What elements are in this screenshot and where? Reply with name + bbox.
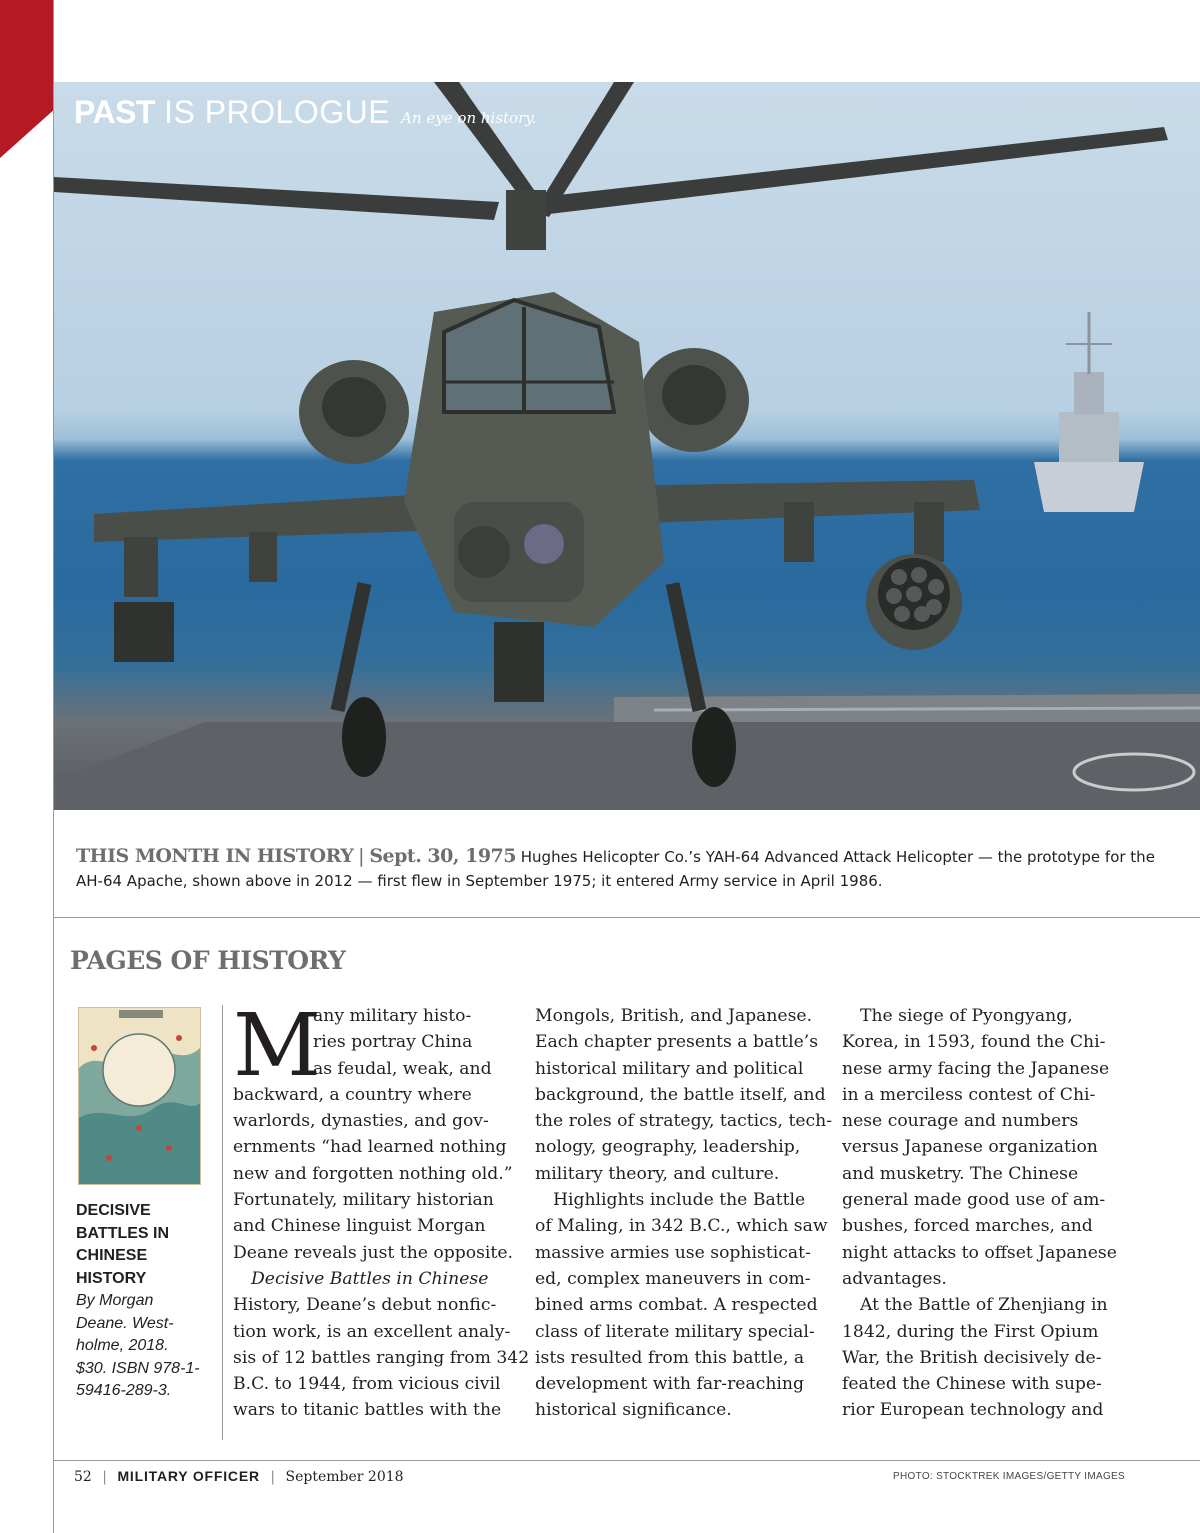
text-line: ed, complex maneuvers in com- (535, 1268, 811, 1289)
text-line: sis of 12 battles ranging from 342 (233, 1347, 530, 1368)
publication-name: MILITARY OFFICER (117, 1468, 260, 1484)
hero-photo (54, 82, 1200, 810)
caption-date: Sept. 30, 1975 (369, 845, 516, 867)
text-line: History, Deane’s debut nonfic- (233, 1295, 497, 1316)
book-details (76, 1200, 216, 1403)
text-line: general made good use of am- (842, 1190, 1106, 1211)
text-line: historical significance. (535, 1400, 732, 1421)
section-title: PAGES OF HISTORY (70, 946, 346, 975)
text-line: in a merciless contest of Chi- (842, 1084, 1096, 1105)
text-line: 1842, during the First Opium (842, 1321, 1099, 1342)
kicker-bold: PAST (74, 94, 155, 130)
text-line: Each chapter presents a battle’s (535, 1032, 819, 1053)
section-divider (54, 917, 1200, 918)
text-line: War, the British decisively de- (842, 1347, 1102, 1368)
text-line: massive armies use sophisticat- (535, 1242, 811, 1263)
text-line: background, the battle itself, and (535, 1084, 826, 1105)
text-line: and musketry. The Chinese (842, 1163, 1079, 1184)
text-line: warlords, dynasties, and gov- (233, 1111, 489, 1132)
text-line: and Chinese linguist Morgan (233, 1216, 486, 1237)
book-cover-image (78, 1007, 201, 1185)
text-line: nology, geography, leadership, (535, 1137, 801, 1158)
text-line: development with far-reaching (535, 1374, 804, 1395)
text-line: tion work, is an excellent analy- (233, 1321, 511, 1342)
text-line: nese courage and numbers (842, 1111, 1079, 1132)
text-line: new and forgotten nothing old.” (233, 1163, 513, 1184)
footer-separator: | (102, 1469, 107, 1485)
apache-helicopter-illustration (54, 82, 1200, 810)
article-column-3 (842, 1003, 1117, 1424)
drop-cap: M (233, 996, 322, 1096)
destroyer-ship (1034, 312, 1144, 512)
text-line: nese army facing the Japanese (842, 1058, 1110, 1079)
text-line: Deane reveals just the opposite. (233, 1242, 513, 1263)
text-line: bushes, forced marches, and (842, 1216, 1093, 1237)
text-line: Mongols, British, and Japanese. (535, 1006, 813, 1026)
issue-date: September 2018 (285, 1469, 404, 1485)
book-cover-art (79, 1008, 200, 1184)
text-line: ernments “had learned nothing (233, 1137, 507, 1158)
text-line: wars to titanic battles with the (233, 1400, 502, 1421)
text-line: backward, a country where (233, 1084, 472, 1105)
column-rule (222, 1005, 223, 1440)
text-line: the roles of strategy, tactics, tech- (535, 1111, 833, 1132)
text-line: At the Battle of Zhenjiang in (860, 1295, 1108, 1316)
text-line: of Maling, in 342 B.C., which saw (535, 1216, 828, 1237)
text-line: Highlights include the Battle (553, 1190, 806, 1211)
text-line: The siege of Pyongyang, (860, 1006, 1073, 1026)
text-line: rior European technology and (842, 1400, 1104, 1421)
photo-caption (76, 844, 1156, 893)
text-line: any military histo- (313, 1006, 472, 1026)
caption-text: Hughes Helicopter Co.’s YAH-64 Advanced Attack Helicopter — the prototype for the AH-64 Apache, shown above in 2012 — first flew in September 1975; it entered Army service in April 1986. (76, 848, 1155, 890)
caption-separator: | (358, 845, 365, 867)
text-line: bined arms combat. A respected (535, 1295, 818, 1316)
text-line: night attacks to offset Japanese (842, 1242, 1117, 1263)
section-kicker (74, 94, 537, 131)
text-line: feated the Chinese with supe- (842, 1374, 1102, 1395)
footer-rule (54, 1460, 1200, 1461)
text-line: Fortunately, military historian (233, 1190, 494, 1211)
kicker-tagline: An eye on history. (401, 109, 537, 127)
page-number: 52 (74, 1469, 92, 1485)
text-line: Korea, in 1593, found the Chi- (842, 1032, 1106, 1053)
photo-credit: PHOTO: STOCKTREK IMAGES/GETTY IMAGES (893, 1471, 1125, 1482)
text-line: advantages. (842, 1268, 947, 1289)
text-line: Decisive Battles in Chinese (251, 1268, 489, 1289)
article-column-2 (535, 1003, 832, 1424)
text-line: ists resulted from this battle, a (535, 1347, 805, 1368)
page-footer (74, 1468, 404, 1485)
book-title: DECISIVE BATTLES IN CHINESE HISTORY (76, 1202, 170, 1287)
book-byline: By Morgan Deane. West- holme, 2018. $30. ISBN 978-1- 59416-289-3. (76, 1292, 200, 1399)
text-line: historical military and political (535, 1058, 804, 1079)
kicker-light: IS PROLOGUE (164, 94, 391, 130)
text-line: B.C. to 1944, from vicious civil (233, 1374, 501, 1395)
section-corner-tab (0, 0, 53, 158)
caption-lead: THIS MONTH IN HISTORY (76, 845, 354, 867)
text-line: versus Japanese organization (842, 1137, 1098, 1158)
article-column-1 (233, 996, 530, 1424)
text-line: class of literate military special- (535, 1321, 815, 1342)
footer-separator: | (270, 1469, 276, 1485)
text-line: as feudal, weak, and (313, 1058, 492, 1079)
text-line: military theory, and culture. (535, 1163, 780, 1184)
text-line: ries portray China (313, 1032, 473, 1053)
